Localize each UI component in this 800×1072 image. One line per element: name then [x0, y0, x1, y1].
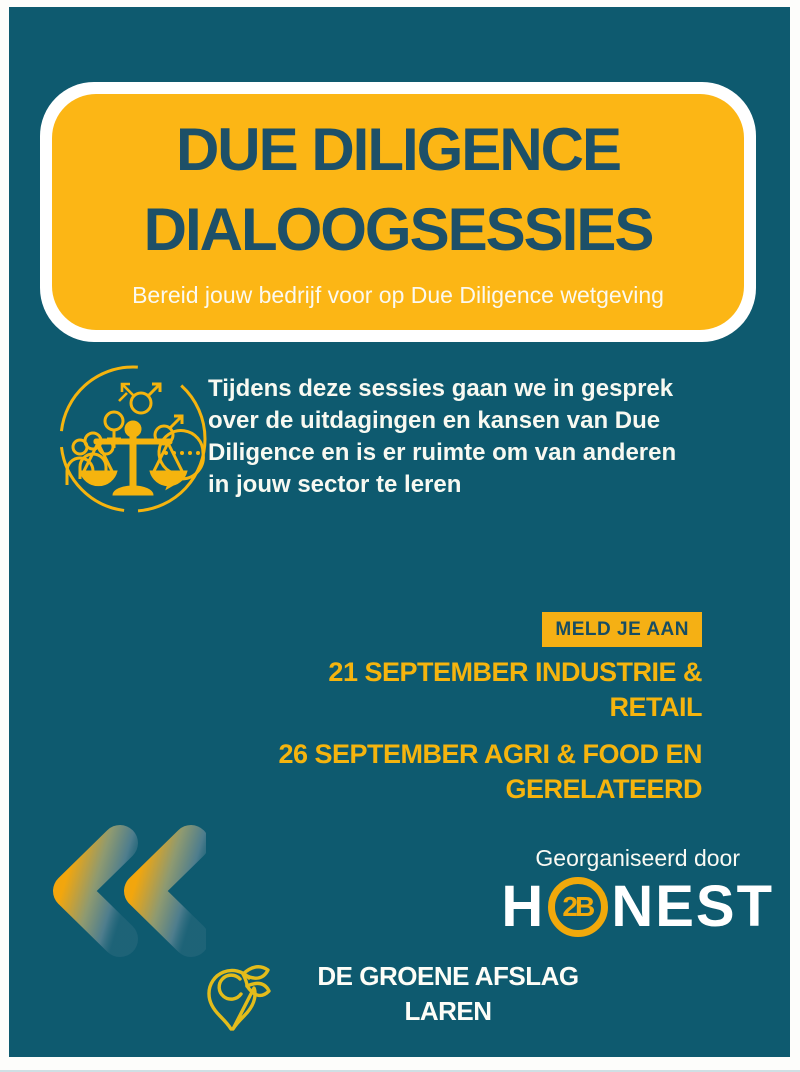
poster-title — [52, 110, 744, 270]
venue-city: LAREN — [404, 996, 492, 1026]
poster-title-line1: DUE DILIGENCE — [175, 116, 621, 183]
intro-line: over de uitdagingen en kansen van Due — [208, 407, 661, 434]
intro-line: Tijdens deze sessies gaan we in gesprek — [208, 375, 674, 402]
honest-logo-ring-icon — [548, 877, 608, 937]
honest-logo-nest: NEST — [611, 874, 774, 939]
organizer-label: Georganiseerd door — [535, 845, 740, 871]
header-card-inner — [52, 94, 744, 330]
poster-title-line2: DIALOOGSESSIES — [143, 196, 653, 263]
honest-logo — [501, 876, 774, 938]
intro-text — [208, 373, 676, 501]
pin-leaf-icon — [201, 953, 271, 1035]
signup-cta-badge[interactable]: MELD JE AAN — [542, 612, 702, 647]
poster-background — [9, 7, 790, 1057]
venue-text — [293, 959, 603, 1029]
header-card — [40, 82, 756, 342]
session-dates — [278, 655, 702, 819]
organizer-block — [501, 845, 774, 938]
session-industrie-retail — [278, 655, 702, 725]
session-agri-food — [278, 737, 702, 807]
session-line: RETAIL — [609, 692, 702, 722]
honest-logo-h: H — [501, 874, 546, 939]
venue-name: DE GROENE AFSLAG — [317, 961, 579, 991]
session-line: 26 SEPTEMBER AGRI & FOOD EN — [278, 739, 702, 769]
dialogue-scales-icon — [53, 357, 213, 517]
honest-logo-2b: 2B — [562, 891, 593, 922]
session-line: GERELATEERD — [505, 774, 702, 804]
venue-block — [201, 953, 603, 1035]
double-chevron-left-icon — [38, 823, 206, 963]
intro-line: in jouw sector te leren — [208, 471, 462, 498]
intro-line: Diligence en is er ruimte om van anderen — [208, 439, 677, 466]
session-line: 21 SEPTEMBER INDUSTRIE & — [328, 657, 702, 687]
poster-subtitle: Bereid jouw bedrijf voor op Due Diligence wetgeving — [132, 282, 664, 308]
